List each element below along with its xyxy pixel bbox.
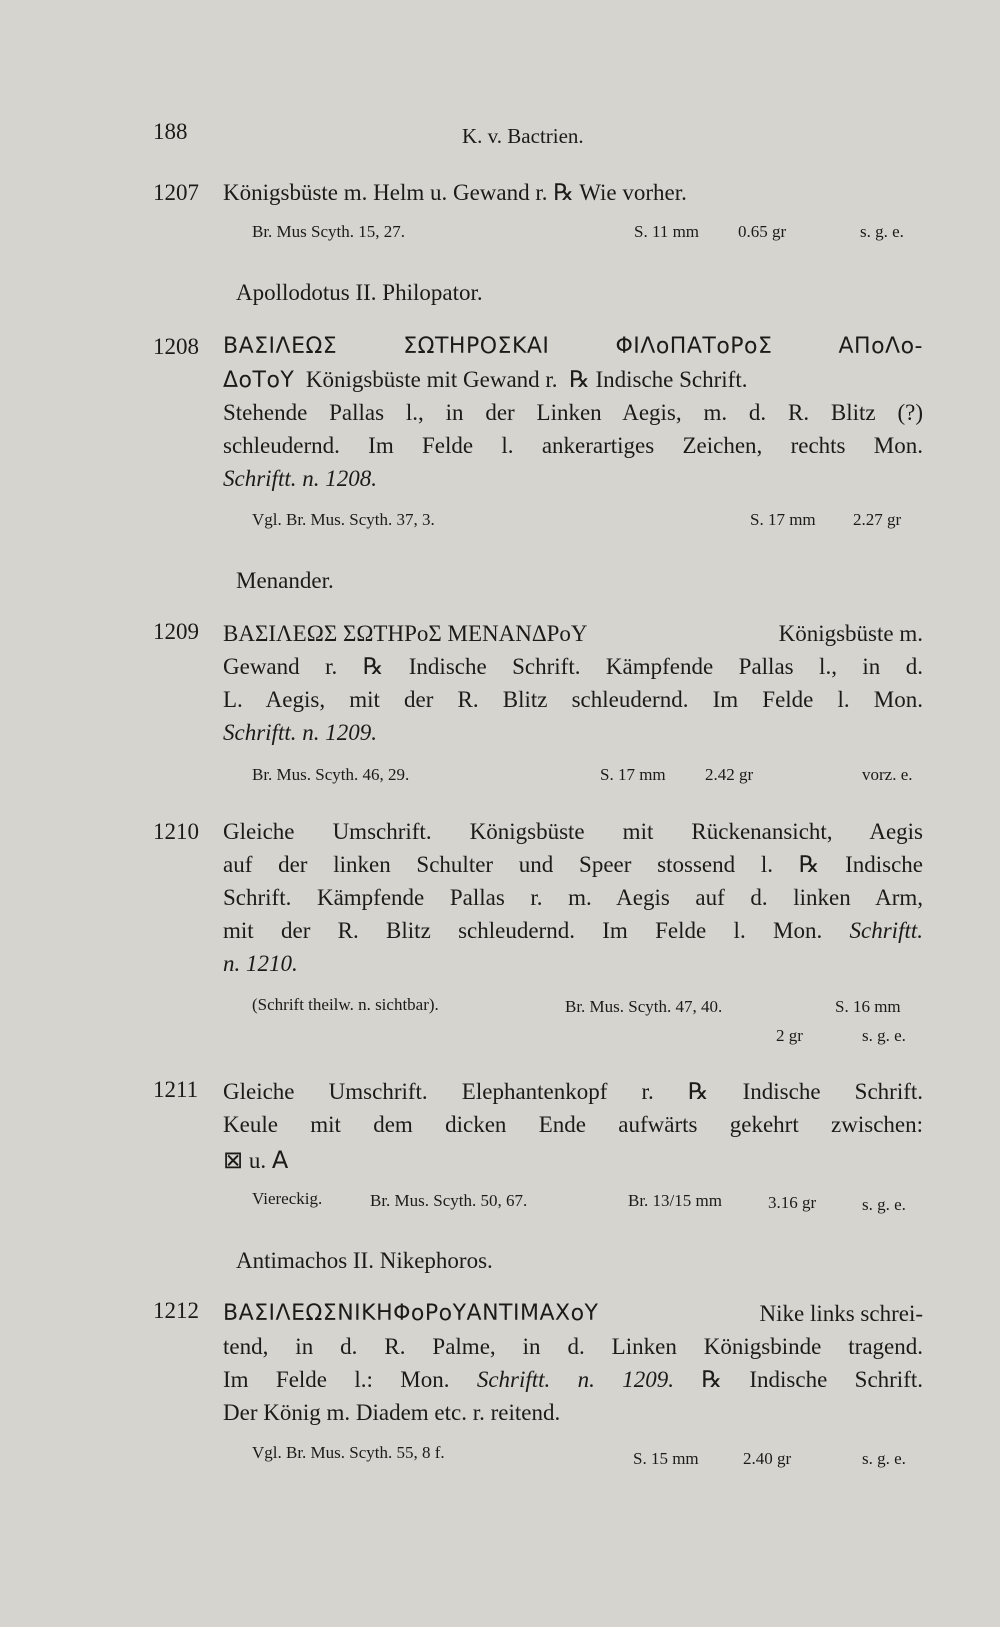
reverse-symbol: ℞ [798, 852, 820, 878]
rarity: s. g. e. [862, 1449, 906, 1468]
entry-number: 1207 [153, 180, 199, 205]
shape: Viereckig. [252, 1189, 323, 1208]
rarity: s. g. e. [860, 222, 904, 241]
entry-line: n. 1210. [223, 951, 298, 976]
coin-weight: 0.65 gr [738, 222, 787, 241]
coin-weight: 2 gr [776, 1026, 803, 1045]
entry-line: Königsbüste m. Helm u. Gewand r. ℞ Wie vorher. [223, 180, 687, 206]
entry-line: Im Felde l.: Mon. Schriftt. n. 1209. ℞ Indische Schrift. [223, 1367, 923, 1393]
coin-size: S. 11 mm [634, 222, 700, 241]
greek-legend: ΒΑΣΙΛΕΩΣΝΙΚΗΦοΡοΥΑΝΤΙΜΑΧοΥ [223, 1301, 599, 1326]
monogram-icon: ⊠ [223, 1146, 244, 1174]
entry-line: Schriftt. n. 1208. [223, 466, 377, 491]
monogram-line: ⊠ u. A [223, 1146, 289, 1174]
coin-size: S. 17 mm [600, 765, 666, 784]
ruler-heading: Apollodotus II. Philopator. [236, 280, 483, 305]
entry-number: 1210 [153, 819, 199, 844]
greek-legend: ΒΑΣΙΛΕΩΣ ΣΩΤΗΡΟΣΚΑΙ ΦΙΛοΠΑΤοΡοΣ ΑΠοΛο- [223, 334, 923, 359]
coin-size: S. 17 mm [750, 510, 816, 529]
reverse-symbol: ℞ [687, 1079, 709, 1105]
entry-line: Schriftt. n. 1209. [223, 720, 377, 745]
reference: Br. Mus. Scyth. 46, 29. [252, 765, 410, 784]
entry-number: 1208 [153, 334, 199, 359]
running-title: K. v. Bactrien. [462, 124, 584, 148]
reference: Br. Mus Scyth. 15, 27. [252, 222, 406, 241]
rarity: s. g. e. [862, 1026, 906, 1045]
coin-size: S. 15 mm [633, 1449, 699, 1468]
coin-size: Br. 13/15 mm [628, 1191, 722, 1210]
monogram-icon: A [271, 1146, 289, 1174]
entry-number: 1209 [153, 619, 199, 644]
entry-line: Stehende Pallas l., in der Linken Aegis, m. d. R. Blitz (?) [223, 400, 923, 425]
entry-line: tend, in d. R. Palme, in d. Linken Königsbinde tragend. [223, 1334, 923, 1359]
entry-line: schleudernd. Im Felde l. ankerartiges Zeichen, rechts Mon. [223, 433, 923, 458]
reverse-symbol: ℞ [701, 1367, 723, 1393]
coin-weight: 2.40 gr [743, 1449, 792, 1468]
entry-number: 1211 [153, 1077, 199, 1102]
entry-line: ΔοΤοΥ Königsbüste mit Gewand r. ℞ Indische Schrift. [223, 367, 748, 393]
reference: Vgl. Br. Mus. Scyth. 55, 8 f. [252, 1443, 445, 1462]
entry-number: 1212 [153, 1298, 199, 1323]
reverse-symbol: ℞ [569, 367, 590, 393]
reference: Vgl. Br. Mus. Scyth. 37, 3. [252, 510, 435, 529]
entry-line: Gleiche Umschrift. Elephantenkopf r. ℞ Indische Schrift. [223, 1079, 924, 1105]
ruler-heading: Antimachos II. Nikephoros. [236, 1248, 493, 1273]
entry-line: Der König m. Diadem etc. r. reitend. [223, 1400, 561, 1425]
entry-line: Nike links schrei- [759, 1301, 923, 1326]
greek-legend: ΔοΤοΥ [223, 368, 295, 393]
coin-weight: 3.16 gr [768, 1193, 817, 1212]
entry-line: L. Aegis, mit der R. Blitz schleudernd. Im Felde l. Mon. [223, 687, 923, 712]
entry-line: auf der linken Schulter und Speer stossend l. ℞ Indische [223, 852, 923, 878]
entry-line: Keule mit dem dicken Ende aufwärts gekehrt zwischen: [223, 1112, 923, 1137]
note: (Schrift theilw. n. sichtbar). [252, 995, 439, 1014]
reverse-symbol: ℞ [553, 180, 574, 206]
entry-line: Königsbüste m. [778, 621, 923, 646]
page-number: 188 [153, 119, 188, 144]
coin-weight: 2.27 gr [853, 510, 902, 529]
greek-legend: ΒΑΣΙΛΕΩΣ ΣΩΤΗΡοΣ ΜΕΝΑΝΔΡοΥ [223, 621, 588, 646]
reference: Br. Mus. Scyth. 47, 40. [565, 997, 723, 1016]
ruler-heading: Menander. [236, 568, 334, 593]
entry-line: mit der R. Blitz schleudernd. Im Felde l. Mon. Schriftt. [223, 918, 923, 943]
coin-size: S. 16 mm [835, 997, 901, 1016]
entry-line: Gleiche Umschrift. Königsbüste mit Rückenansicht, Aegis [223, 819, 923, 844]
coin-weight: 2.42 gr [705, 765, 754, 784]
rarity: s. g. e. [862, 1195, 906, 1214]
entry-line: Schrift. Kämpfende Pallas r. m. Aegis auf d. linken Arm, [223, 885, 923, 910]
entry-line: Gewand r. ℞ Indische Schrift. Kämpfende Pallas l., in d. [223, 654, 923, 680]
rarity: vorz. e. [862, 765, 913, 784]
reference: Br. Mus. Scyth. 50, 67. [370, 1191, 528, 1210]
reverse-symbol: ℞ [362, 654, 384, 680]
